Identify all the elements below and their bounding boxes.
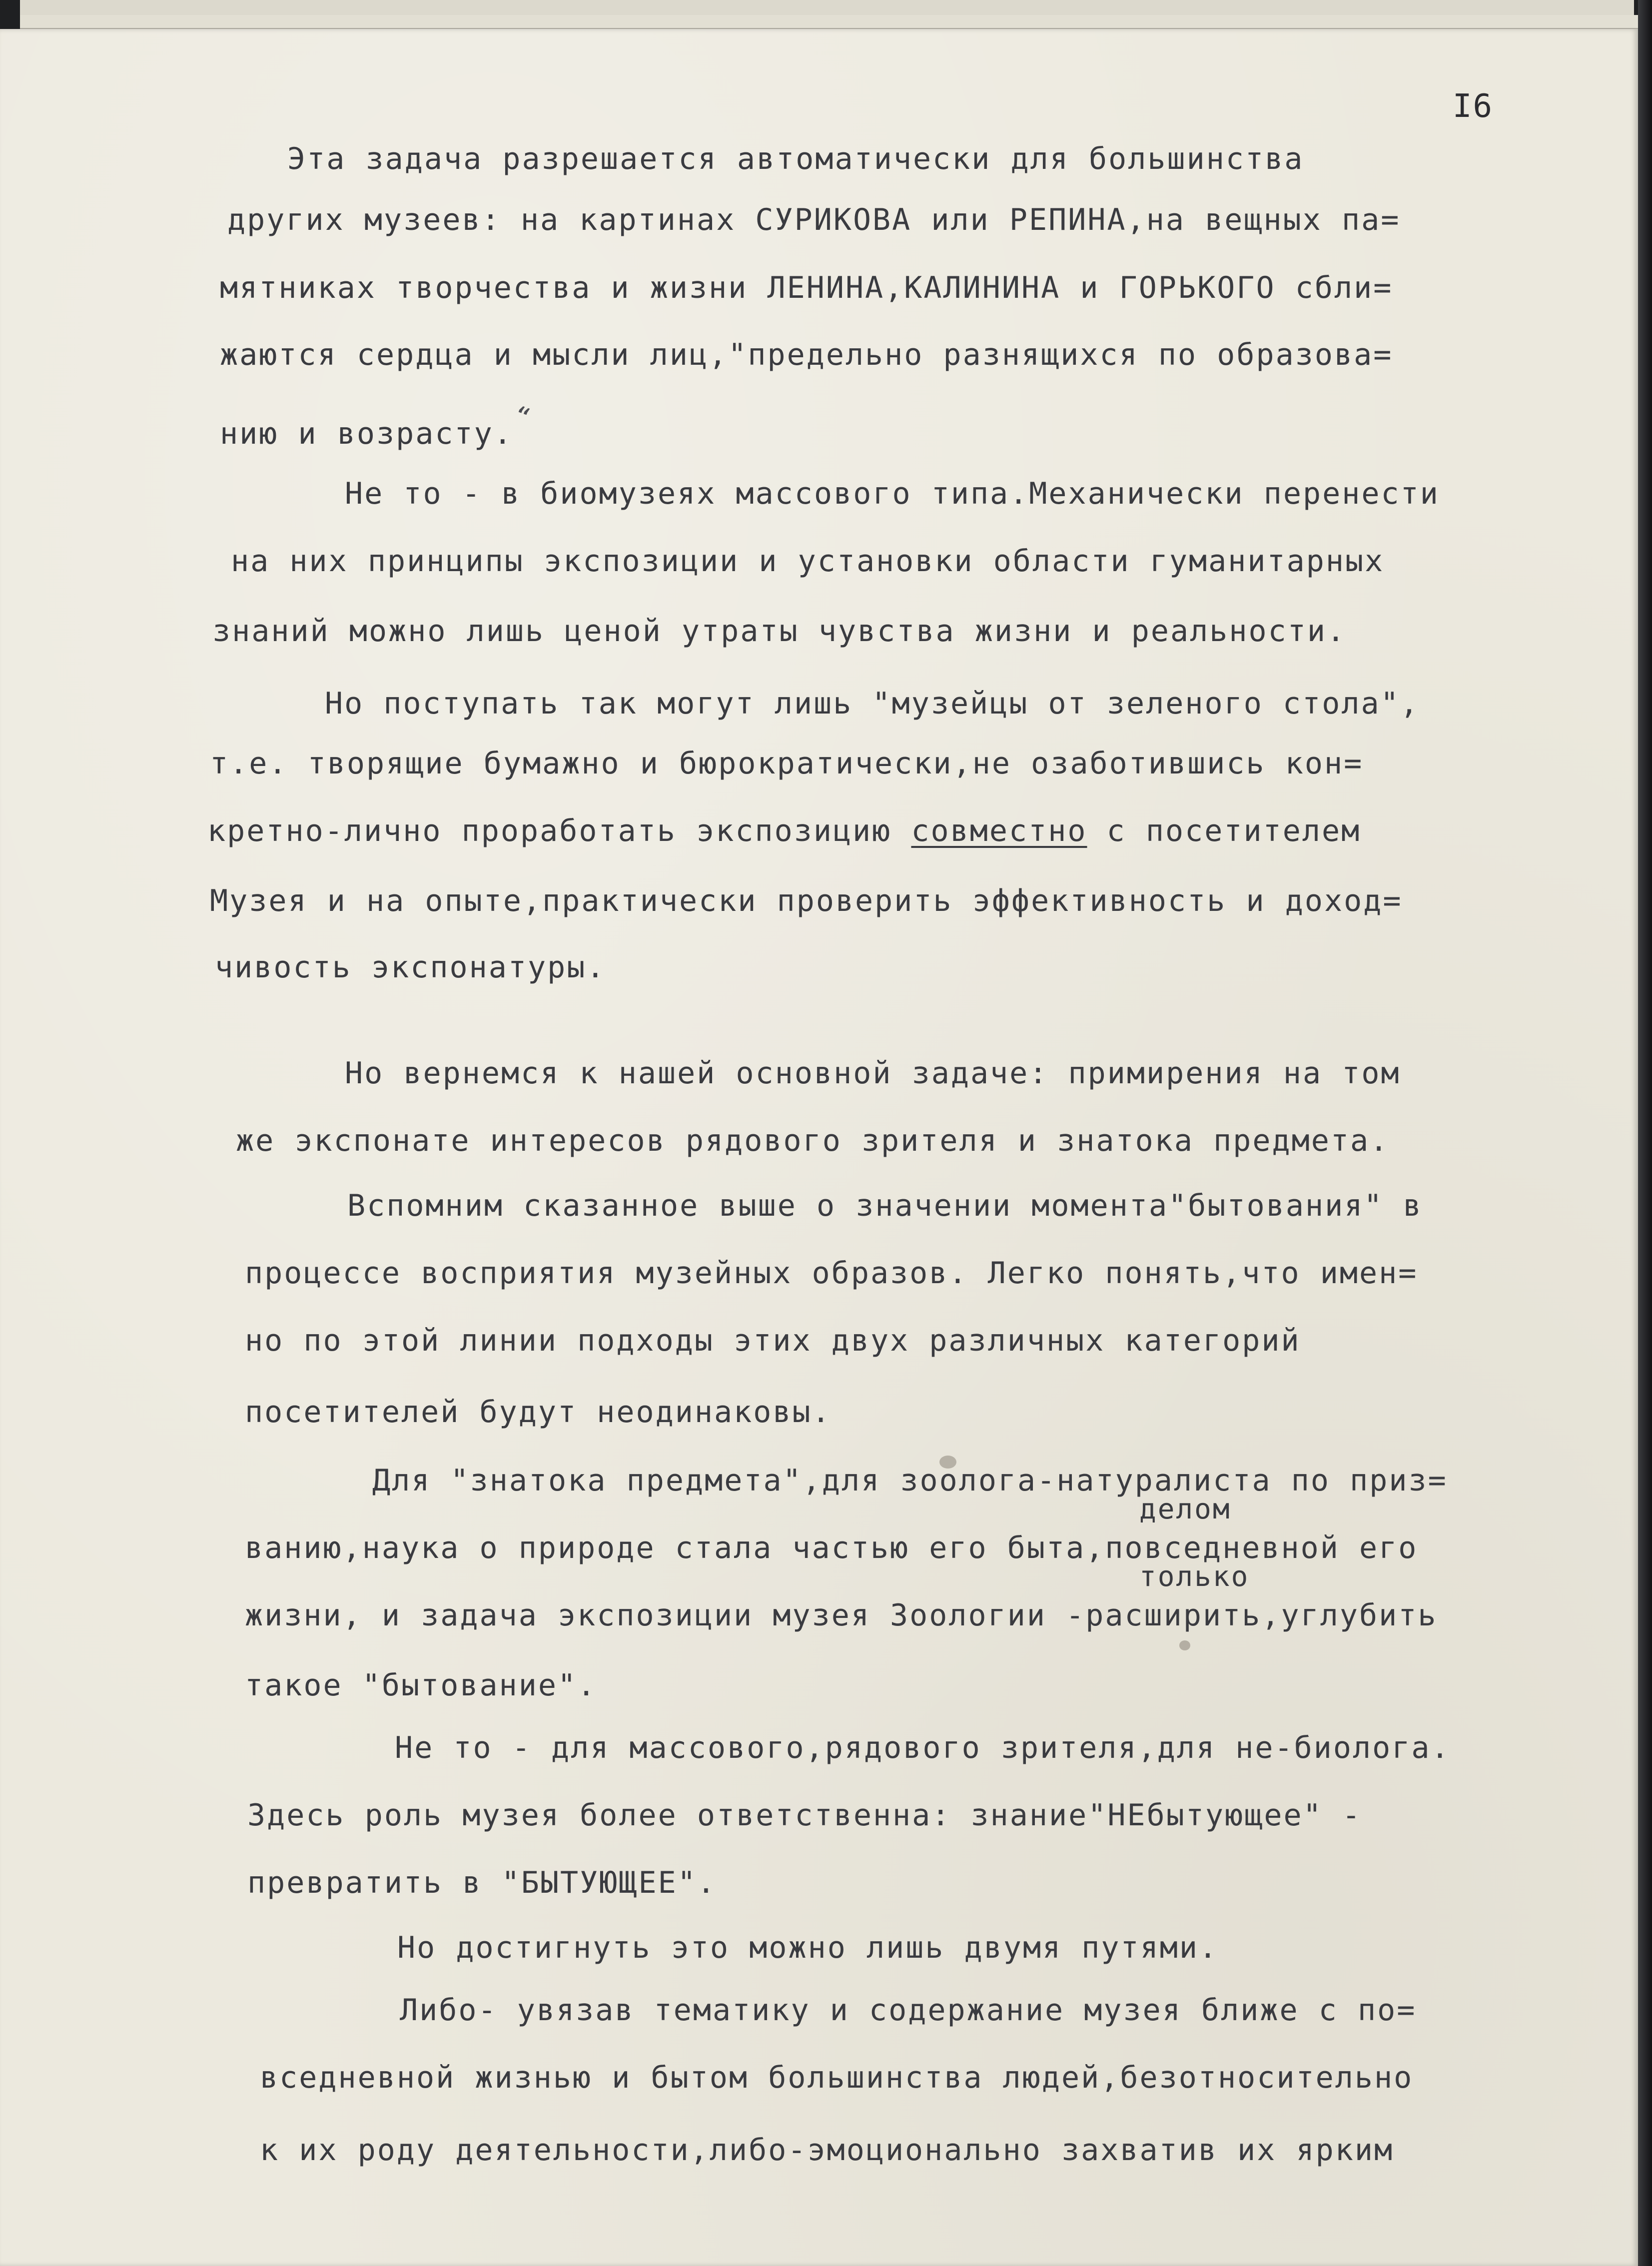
text-line: Музея и на опыте,практически проверить эффективность и доход= (210, 883, 1403, 918)
text-line: посетителей будут неодинаковы. (245, 1395, 831, 1430)
text-line: Но достигнуть это можно лишь двумя путями. (397, 1930, 1219, 1965)
text-line: т.е. творящие бумажно и бюрократически,не озаботившись кон= (210, 746, 1364, 781)
underlying-sheet-edge (20, 0, 1634, 16)
text-line: Вспомним сказанное выше о значении момента"бытования" в (347, 1188, 1423, 1223)
text-line: на них принципы экспозиции и установки области гуманитарных (231, 544, 1385, 579)
handwritten-insertion: только (1139, 1560, 1250, 1593)
text-line: же экспонате интересов рядового зрителя и знатока предмета. (236, 1123, 1390, 1158)
text-line: к их роду деятельности,либо-эмоционально захватив их ярким (260, 2133, 1394, 2168)
ink-smudge (939, 1456, 956, 1469)
text-line: мятниках творчества и жизни ЛЕНИНА,КАЛИНИНА и ГОРЬКОГО сбли= (220, 270, 1393, 305)
underlined-word: совместно (911, 813, 1087, 848)
text-line: Здесь роль музея более ответственна: знание"НЕбытующее" - (247, 1798, 1362, 1833)
page-shadow-edge (1638, 0, 1652, 2266)
text-line: Не то - для массового,рядового зрителя,для не-биолога. (395, 1730, 1451, 1765)
text-line: Но вернемся к нашей основной задаче: примирения на том (345, 1056, 1401, 1091)
text-segment: с посетителем (1087, 813, 1361, 848)
text-line: превратить в "БЫТУЮЩЕЕ". (247, 1865, 717, 1900)
text-line: Не то - в биомузеях массового типа.Механически перенести (345, 476, 1440, 511)
text-line: знаний можно лишь ценой утраты чувства жизни и реальности. (212, 614, 1347, 649)
underlying-sheet-edge (20, 15, 1639, 29)
text-segment: кретно-лично проработать экспозицию (207, 813, 892, 848)
text-line (207, 813, 1361, 848)
text-line: чивость экспонатуры. (215, 950, 606, 985)
text-line: такое "бытование". (245, 1668, 597, 1703)
text-line: Либо- увязав тематику и содержание музея ближе с по= (400, 1993, 1417, 2028)
text-line: ванию,наука о природе стала частью его быта,повседневной его (245, 1530, 1418, 1565)
typewritten-page (0, 29, 1638, 2266)
text-line: нию и возрасту. (220, 416, 513, 451)
text-line: процессе восприятия музейных образов. Легко понять,что имен= (245, 1256, 1418, 1291)
page-number: I6 (1452, 88, 1493, 125)
text-line: Но поступать так могут лишь "музейцы от зеленого стола", (325, 686, 1420, 721)
text-line: других музеев: на картинах СУРИКОВА или РЕПИНА,на вещных па= (227, 202, 1401, 237)
text-line: жаются сердца и мысли лиц,"предельно разнящихся по образова= (220, 337, 1393, 372)
handwritten-insertion: делом (1139, 1493, 1231, 1525)
text-line: Для "знатока предмета",для зоолога-натуралиста по приз= (372, 1463, 1448, 1498)
text-line: но по этой линии подходы этих двух различных категорий (245, 1323, 1301, 1358)
text-line: жизни, и задача экспозиции музея Зоологии -расширить,углубить (245, 1598, 1438, 1633)
handwritten-quote-mark: “ (510, 401, 534, 433)
ink-smudge (1179, 1640, 1190, 1650)
text-line: вседневной жизнью и бытом большинства людей,безотносительно (260, 2060, 1414, 2095)
text-line: Эта задача разрешается автоматически для большинства (287, 141, 1304, 176)
